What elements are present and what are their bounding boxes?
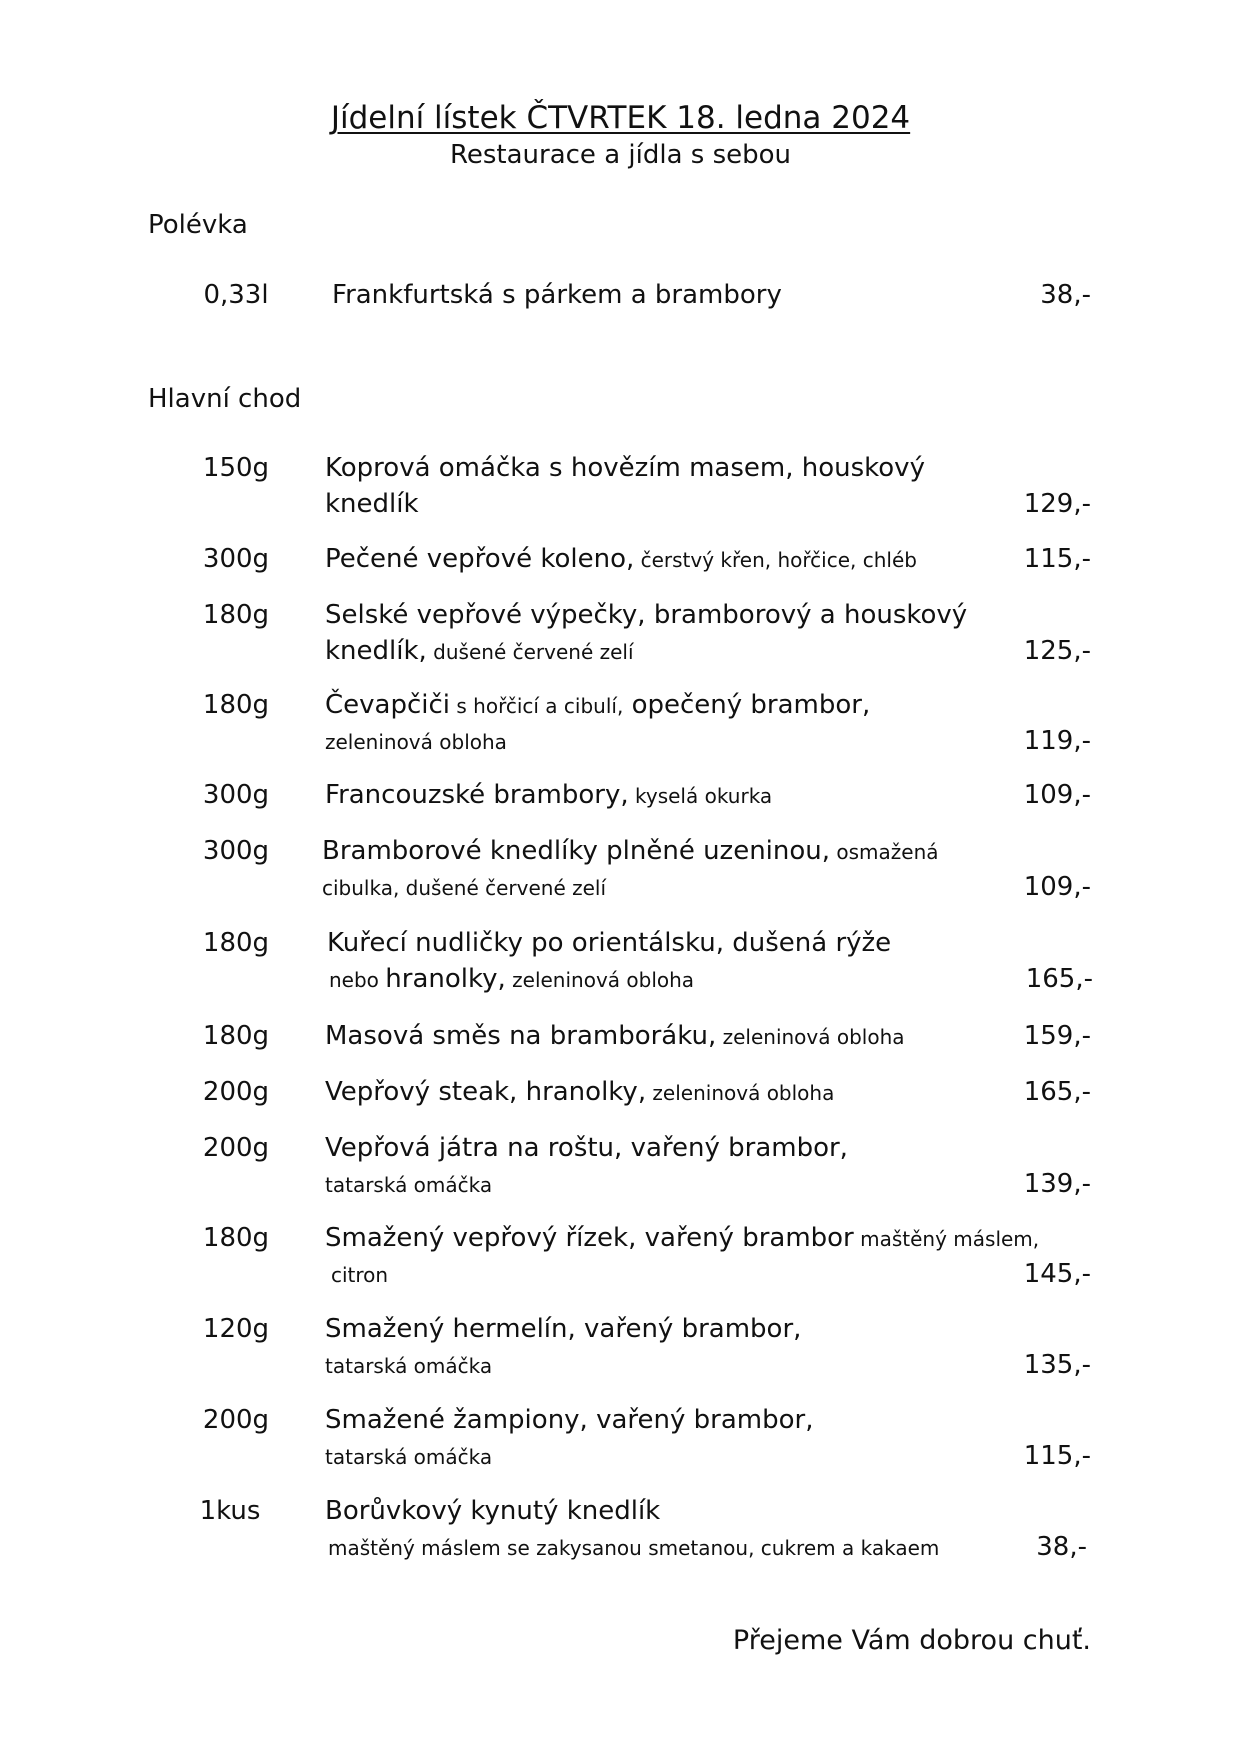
item-weight: 180g — [202, 690, 270, 720]
item-side: zeleninová obloha — [646, 1081, 835, 1105]
item-name: Borůvkový kynutý knedlík — [325, 1496, 661, 1526]
item-side: kyselá okurka — [628, 784, 773, 808]
item-name: Vepřový steak, hranolky, zeleninová obloha — [325, 1077, 835, 1107]
item-weight: 300g — [202, 544, 270, 574]
item-name: Bramborové knedlíky plněné uzeninou, osmažená — [322, 836, 939, 866]
item-weight: 120g — [202, 1314, 270, 1344]
item-price: 135,- — [1023, 1350, 1091, 1380]
item-price: 115,- — [1023, 544, 1091, 574]
main-section-heading: Hlavní chod — [148, 384, 302, 414]
item-side: maštěný máslem se zakysanou smetanou, cukrem a kakaem — [328, 1536, 940, 1560]
item-name-cont: nebo hranolky, zeleninová obloha — [329, 964, 695, 994]
item-price: 129,- — [1023, 489, 1091, 519]
soup-weight: 0,33l — [203, 280, 269, 310]
item-weight: 300g — [202, 780, 270, 810]
item-price: 109,- — [1023, 780, 1091, 810]
item-side: cibulka, dušené červené zelí — [322, 876, 607, 900]
item-price: 165,- — [1023, 1077, 1091, 1107]
item-name: Masová směs na bramboráku, zeleninová obloha — [325, 1021, 905, 1051]
item-weight: 180g — [202, 1021, 270, 1051]
item-name-cont — [331, 1259, 388, 1290]
item-side: zeleninová obloha — [325, 730, 507, 754]
soup-name: Frankfurtská s párkem a brambory — [332, 280, 782, 310]
soup-price: 38,- — [1040, 280, 1091, 310]
item-name: Smažené žampiony, vařený brambor, — [325, 1405, 814, 1435]
menu-title-text: Jídelní lístek ČTVRTEK 18. ledna 2024 — [330, 100, 911, 136]
item-weight: 180g — [202, 928, 270, 958]
item-name-cont — [328, 1532, 939, 1563]
item-side: dušené červené zelí — [426, 640, 634, 664]
item-name-cont — [325, 1169, 492, 1200]
item-weight: 1kus — [199, 1496, 261, 1526]
item-weight: 180g — [202, 1223, 270, 1253]
item-weight: 200g — [202, 1405, 270, 1435]
item-weight: 200g — [202, 1133, 270, 1163]
item-name: Pečené vepřové koleno, čerstvý křen, hořčice, chléb — [325, 544, 917, 574]
item-weight: 150g — [202, 453, 270, 483]
item-name: Vepřová játra na roštu, vařený brambor, — [325, 1133, 848, 1163]
closing-message: Přejeme Vám dobrou chuť. — [732, 1625, 1091, 1656]
item-name-cont: knedlík — [325, 489, 419, 519]
item-name: Smažený hermelín, vařený brambor, — [325, 1314, 802, 1344]
item-name-cont — [325, 1350, 492, 1381]
item-price: 38,- — [1036, 1532, 1087, 1562]
menu-title — [0, 100, 1241, 136]
item-side: osmažená — [830, 840, 939, 864]
item-side: s hořčicí a cibulí, — [450, 694, 624, 718]
item-weight: 300g — [202, 836, 270, 866]
item-name: Koprová omáčka s hovězím masem, houskový — [325, 453, 925, 483]
item-price: 165,- — [1025, 964, 1093, 994]
item-side: citron — [331, 1263, 389, 1287]
item-price: 109,- — [1023, 872, 1091, 902]
item-name: Kuřecí nudličky po orientálsku, dušená rýže — [327, 928, 892, 958]
item-side: tatarská omáčka — [325, 1354, 493, 1378]
item-name: Smažený vepřový řízek, vařený brambor maštěný máslem, — [325, 1223, 1040, 1253]
item-price: 125,- — [1023, 636, 1091, 666]
item-price: 139,- — [1023, 1169, 1091, 1199]
item-price: 145,- — [1023, 1259, 1091, 1289]
item-name-cont: knedlík, dušené červené zelí — [325, 636, 634, 666]
item-side: maštěný máslem, — [853, 1227, 1040, 1251]
item-weight: 180g — [202, 600, 270, 630]
item-price: 115,- — [1023, 1441, 1091, 1471]
item-weight: 200g — [202, 1077, 270, 1107]
item-price: 119,- — [1023, 726, 1091, 756]
item-name: Čevapčiči s hořčicí a cibulí, opečený brambor, — [325, 690, 871, 720]
item-name-cont — [322, 872, 606, 903]
item-side: tatarská omáčka — [325, 1445, 493, 1469]
item-side: zeleninová obloha — [716, 1025, 905, 1049]
item-name-cont — [325, 1441, 492, 1472]
item-side: tatarská omáčka — [325, 1173, 493, 1197]
item-name: Selské vepřové výpečky, bramborový a houskový — [325, 600, 968, 630]
item-price: 159,- — [1023, 1021, 1091, 1051]
item-side: čerstvý křen, hořčice, chléb — [634, 548, 917, 572]
menu-subtitle: Restaurace a jídla s sebou — [449, 140, 792, 170]
item-name-cont — [325, 726, 507, 757]
item-side: zeleninová obloha — [505, 968, 695, 992]
soup-section-heading: Polévka — [148, 210, 248, 240]
item-name: Francouzské brambory, kyselá okurka — [325, 780, 773, 810]
